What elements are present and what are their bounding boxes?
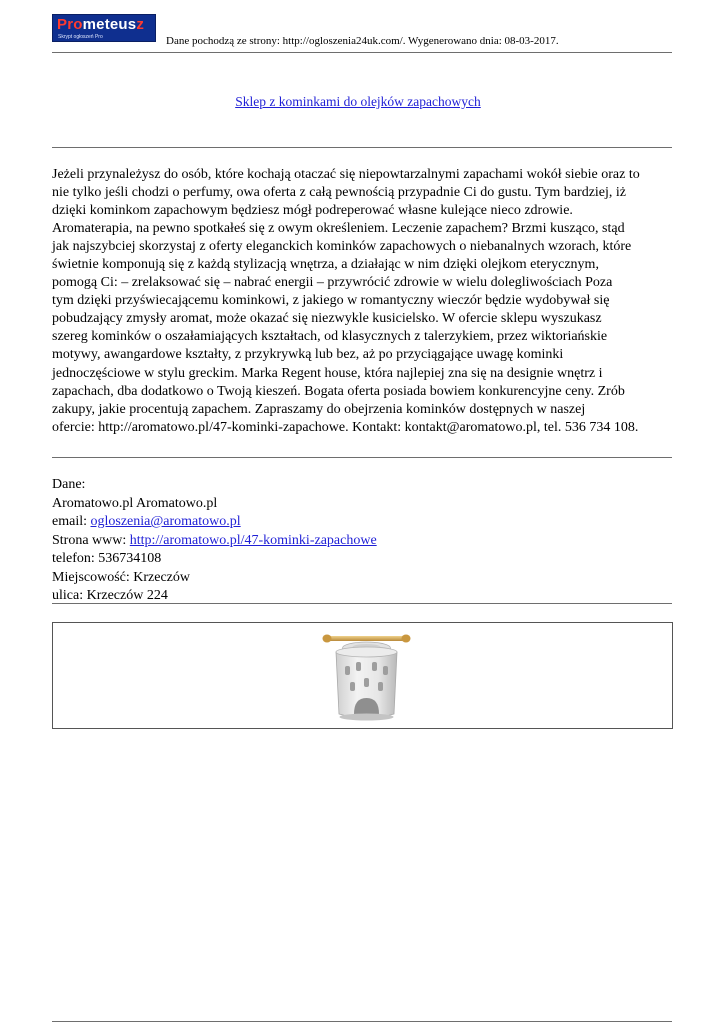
- email-link[interactable]: ogloszenia@aromatowo.pl: [90, 514, 241, 529]
- header-divider: [52, 52, 672, 53]
- footer-divider: [52, 1021, 672, 1022]
- contact-street: ulica: Krzeczów 224: [52, 588, 168, 603]
- product-image-frame: [52, 622, 673, 729]
- contact-section: [52, 476, 377, 606]
- contact-divider: [52, 603, 672, 604]
- contact-heading: Dane:: [52, 477, 86, 492]
- contact-city: Miejscowość: Krzeczów: [52, 569, 191, 585]
- prometeusz-logo: [52, 14, 156, 42]
- source-line: Dane pochodzą ze strony: http://ogloszenia24uk.com/. Wygenerowano dnia: 08-03-2017.: [166, 35, 559, 47]
- aroma-burner-image: [319, 628, 414, 725]
- title-divider: [52, 147, 672, 148]
- article-body: Jeżeli przynależysz do osób, które kochają otaczać się niepowtarzalnymi zapachami wokół siebie oraz to nie tylko jeśli chodzi o perfumy, owa oferta z całą pewnością przypadnie Ci do gustu. Tym bardziej, iż dzięki kominkom zapachowym będziesz mógł podreperować własne kulejące nieco zdrowie. Aromaterapia, na pewno spotkałeś się z owym określeniem. Leczenie zapachem? Brzmi kusząco, stąd jak najszybciej skorzystaj z oferty eleganckich kominków zapachowych o niebanalnych wzorach, które świetnie komponują się z każdą stylizacją wnętrza, a działając w nim dzięki olejkom eterycznym, pomogą Ci: – zrelaksować się – nabrać energii – przywrócić zdrowie w wielu dolegliwościach Poza tym dzięki przyświecającemu kominkowi, z jakiego w romantyczny wieczór będzie wydobywał się pobudzający zmysły aromat, może okazać się niezwykle kusicielsko. W ofercie sklepu wyszukasz szereg kominków o oszałamiających kształtach, od klasycznych z talerzykiem, przez wiktoriańskie motywy, awangardowe kształty, z przykrywką lub bez, aż po przyciągające uwagę kominki jednoczęściowe w stylu greckim. Marka Regent house, która najlepiej zna się na designie wnętrz i zapachach, dba dodatkowo o Twoją kieszeń. Bogata oferta posiada bowiem konkurencyjne ceny. Zrób zakupy, jakie procentują zapachem. Zapraszamy do obejrzenia kominków dostępnych w naszej ofercie: http://aromatowo.pl/47-kominki-zapachowe. Kontakt: kontakt@aromatowo.pl, tel. 536 734 108.: [52, 167, 640, 435]
- contact-email-row: [52, 513, 377, 532]
- www-link[interactable]: http://aromatowo.pl/47-kominki-zapachowe: [129, 532, 377, 548]
- article-title-link[interactable]: Sklep z kominkami do olejków zapachowych: [235, 94, 481, 109]
- body-divider: [52, 457, 672, 458]
- contact-www-row: [52, 532, 377, 551]
- logo-subtitle: Skrypt ogłoszeń Pro: [58, 34, 103, 40]
- contact-name: Aromatowo.pl Aromatowo.pl: [52, 495, 218, 511]
- contact-phone: telefon: 536734108: [52, 551, 162, 566]
- www-label: Strona www:: [52, 532, 130, 548]
- logo-wordmark: Prometeusz: [57, 16, 145, 33]
- email-label: email:: [52, 514, 91, 529]
